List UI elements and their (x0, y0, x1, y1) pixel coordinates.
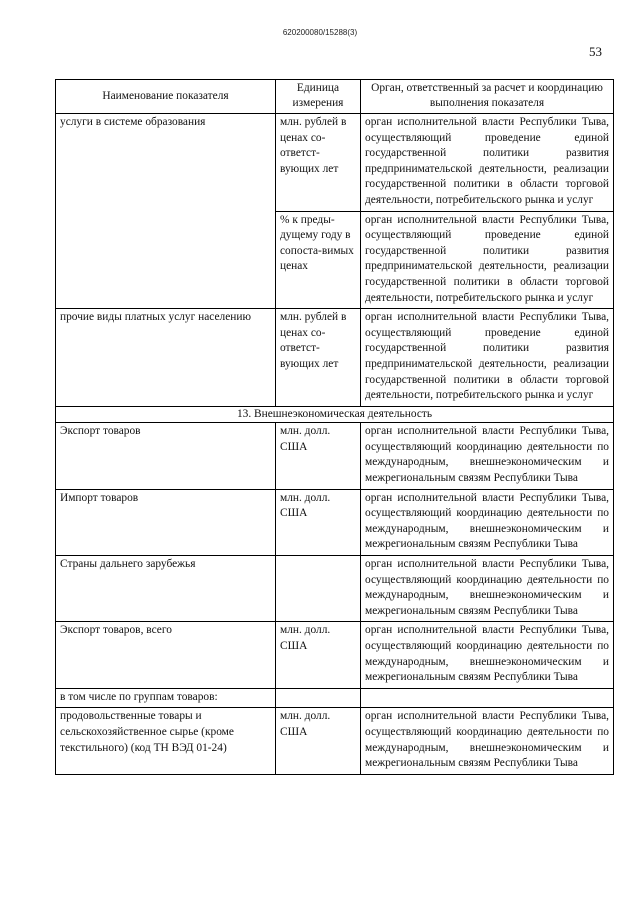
indicator-name (56, 211, 276, 309)
column-header-name: Наименование показателя (56, 80, 276, 114)
indicator-name: продовольственные товары и сельскохозяйственное сырье (кроме текстильного) (код ТН ВЭД 01-24) (56, 708, 276, 774)
indicator-unit: млн. долл. США (276, 622, 361, 688)
indicator-name: Экспорт товаров (56, 423, 276, 489)
table-row (56, 114, 614, 212)
column-header-unit: Единица измерения (276, 80, 361, 114)
column-header-organ: Орган, ответственный за расчет и координацию выполнения показателя (361, 80, 614, 114)
indicator-unit (276, 688, 361, 708)
table-row (56, 489, 614, 555)
table-row (56, 688, 614, 708)
indicator-unit (276, 556, 361, 622)
indicator-name: в том числе по группам товаров: (56, 688, 276, 708)
indicator-name: Экспорт товаров, всего (56, 622, 276, 688)
table-row (56, 309, 614, 407)
table-row (56, 423, 614, 489)
indicator-name: Страны дальнего зарубежья (56, 556, 276, 622)
responsible-organ: орган исполнительной власти Республики Тыва, осуществляющий координацию деятельности по международным, внешнеэкономическим и межрегиональным связям Республики Тыва (361, 556, 614, 622)
section-row (56, 406, 614, 423)
table-row (56, 708, 614, 774)
table-row (56, 622, 614, 688)
responsible-organ: орган исполнительной власти Республики Тыва, осуществляющий проведение единой государственной политики развития предпринимательской деятельности, реализации государственной политики в области торговой деятельности, потребительского рынка и услуг (361, 309, 614, 407)
table-header-row (56, 80, 614, 114)
responsible-organ: орган исполнительной власти Республики Тыва, осуществляющий координацию деятельности по международным, внешнеэкономическим и межрегиональным связям Республики Тыва (361, 423, 614, 489)
document-id: 620200080/15288(3) (282, 28, 358, 37)
responsible-organ: орган исполнительной власти Республики Тыва, осуществляющий проведение единой государственной политики развития предпринимательской деятельности, реализации государственной политики в области торговой деятельности, потребительского рынка и услуг (361, 211, 614, 309)
responsible-organ: орган исполнительной власти Республики Тыва, осуществляющий координацию деятельности по международным, внешнеэкономическим и межрегиональным связям Республики Тыва (361, 622, 614, 688)
table-row (56, 211, 614, 309)
page-number: 53 (589, 44, 602, 59)
section-title: 13. Внешнеэкономическая деятельность (56, 406, 614, 423)
indicator-unit: млн. долл. США (276, 489, 361, 555)
indicator-unit: млн. рублей в ценах со-ответст-вующих лет (276, 114, 361, 212)
indicator-name: прочие виды платных услуг населению (56, 309, 276, 407)
indicator-name: услуги в системе образования (56, 114, 276, 212)
responsible-organ: орган исполнительной власти Республики Тыва, осуществляющий проведение единой государственной политики развития предпринимательской деятельности, реализации государственной политики в области торговой деятельности, потребительского рынка и услуг (361, 114, 614, 212)
responsible-organ: орган исполнительной власти Республики Тыва, осуществляющий координацию деятельности по международным, внешнеэкономическим и межрегиональным связям Республики Тыва (361, 708, 614, 774)
indicator-name: Импорт товаров (56, 489, 276, 555)
indicator-unit: % к преды-дущему году в сопоста-вимых ценах (276, 211, 361, 309)
responsible-organ (361, 688, 614, 708)
indicator-unit: млн. долл. США (276, 708, 361, 774)
indicator-unit: млн. долл. США (276, 423, 361, 489)
table-row (56, 556, 614, 622)
indicators-table (55, 79, 614, 775)
responsible-organ: орган исполнительной власти Республики Тыва, осуществляющий координацию деятельности по международным, внешнеэкономическим и межрегиональным связям Республики Тыва (361, 489, 614, 555)
indicator-unit: млн. рублей в ценах со-ответст-вующих лет (276, 309, 361, 407)
